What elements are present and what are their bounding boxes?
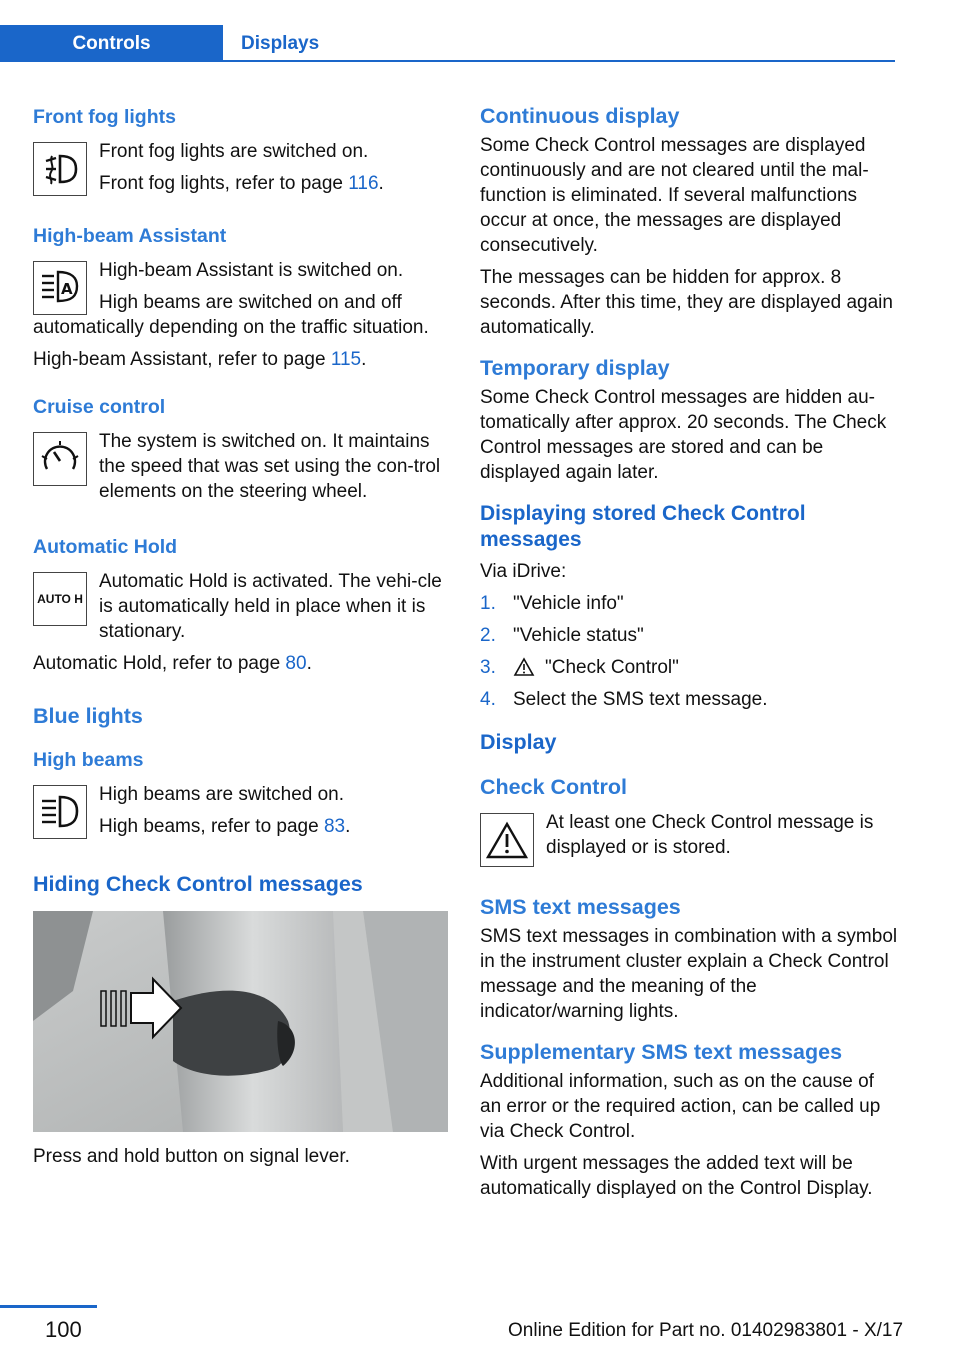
high-beams-heading: High beams — [33, 749, 144, 771]
auto-hold-icon-label: AUTO H — [37, 592, 83, 606]
autohold-ref — [33, 651, 448, 676]
hba-heading: High-beam Assistant — [33, 225, 227, 247]
hba-page-link[interactable]: 115 — [330, 349, 362, 370]
autohold-page-link[interactable]: 80 — [285, 653, 307, 674]
header-rule — [0, 60, 895, 62]
hb-ref-end: . — [345, 816, 351, 837]
high-beam-assistant-icon — [33, 261, 87, 315]
hba-block — [33, 258, 448, 347]
cruise-control-icon — [33, 432, 87, 486]
hba-ref-end: . — [361, 349, 367, 370]
display-heading: Display — [480, 730, 557, 754]
hb-ref-text: High beams, refer to page — [99, 816, 324, 837]
continuous-p1: Some Check Control messages are displayed continuously and are not cleared until the mal‐function is eliminated. If several malfunctions occur at once, the messages are displayed consecutively. — [480, 135, 869, 256]
sms-heading: SMS text messages — [480, 895, 681, 919]
hba-ref — [33, 347, 448, 372]
photo-caption: Press and hold button on signal lever. — [33, 1146, 350, 1167]
cruise-block — [33, 429, 448, 511]
high-beams-page-link[interactable]: 83 — [323, 816, 346, 837]
hiding-heading: Hiding Check Control messages — [33, 872, 363, 896]
fog-lights-heading: Front fog lights — [33, 106, 176, 128]
step-text: "Vehicle info" — [513, 593, 624, 614]
right-column — [480, 100, 900, 1208]
front-fog-light-icon — [33, 142, 87, 196]
hba-status: High-beam Assistant is switched on. — [99, 260, 404, 281]
cruise-heading: Cruise control — [33, 396, 166, 418]
continuous-p2: The messages can be hidden for approx. 8 seconds. After this time, they are displayed again automatically. — [480, 267, 893, 338]
tab-controls[interactable]: Controls — [0, 25, 223, 62]
stored-heading: Displaying stored Check Control messages — [480, 502, 806, 551]
tab-displays[interactable]: Displays — [241, 32, 320, 54]
check-control-warning-icon — [480, 813, 534, 867]
warning-triangle-icon — [513, 657, 535, 677]
fog-ref-text: Front fog lights, refer to page — [99, 173, 349, 194]
signal-lever-photo — [33, 911, 448, 1132]
temporary-p1: Some Check Control messages are hidden au‐tomatically after approx. 20 seconds. The Check Control messages are stored and can be displayed again later. — [480, 387, 887, 483]
fog-page-link[interactable]: 116 — [348, 173, 379, 194]
high-beam-icon — [33, 785, 87, 839]
high-beams-status: High beams are switched on. — [99, 784, 345, 805]
hba-description: High beams are switched on and off automatically depending on the traffic situation. — [33, 292, 429, 338]
step-text: "Vehicle status" — [513, 625, 644, 646]
list-item — [480, 687, 900, 712]
check-control-heading: Check Control — [480, 775, 627, 799]
fog-ref-end: . — [378, 173, 384, 194]
step-text: "Check Control" — [545, 657, 679, 678]
autohold-block — [33, 569, 448, 651]
step-number: 1. — [480, 593, 496, 614]
step-number: 3. — [480, 657, 496, 678]
check-control-text: At least one Check Control message is displayed or is stored. — [546, 812, 874, 858]
list-item — [480, 591, 900, 616]
supp-sms-heading: Supplementary SMS text messages — [480, 1040, 843, 1064]
stored-intro: Via iDrive: — [480, 561, 567, 582]
autohold-text: Automatic Hold is activated. The vehi‐cle is automatically held in place when it is stationary. — [99, 571, 442, 642]
check-control-block — [480, 810, 900, 867]
footer-rule — [0, 1305, 97, 1308]
left-column — [33, 100, 448, 1176]
fog-lights-ref — [99, 171, 448, 196]
auto-hold-icon — [33, 572, 87, 626]
step-number: 2. — [480, 625, 496, 646]
cruise-text: The system is switched on. It maintains the speed that was set using the con‐trol elements on the steering wheel. — [99, 431, 441, 502]
sms-p1: SMS text messages in combination with a symbol in the instrument cluster explain a Check Control message and the meaning of the indicator/warning lights. — [480, 926, 898, 1022]
step-number: 4. — [480, 689, 496, 710]
svg-text:A: A — [61, 280, 73, 298]
autohold-ref-text: Automatic Hold, refer to page — [33, 653, 286, 674]
stored-steps — [480, 591, 900, 712]
step-text: Select the SMS text message. — [513, 689, 768, 710]
high-beams-ref — [99, 814, 448, 839]
list-item — [480, 655, 900, 680]
fog-lights-status: Front fog lights are switched on. — [99, 141, 369, 162]
high-beams-block — [33, 782, 448, 846]
fog-lights-block — [33, 139, 448, 203]
supp-p2: With urgent messages the added text will be automatically displayed on the Control Display. — [480, 1153, 873, 1199]
list-item — [480, 623, 900, 648]
supp-p1: Additional information, such as on the cause of an error or the required action, can be called up via Check Control. — [480, 1071, 881, 1142]
autohold-ref-end: . — [306, 653, 312, 674]
hba-ref-text: High-beam Assistant, refer to page — [33, 349, 331, 370]
temporary-heading: Temporary display — [480, 356, 670, 380]
blue-lights-heading: Blue lights — [33, 704, 143, 728]
edition-note: Online Edition for Part no. 01402983801 - X/17 — [508, 1320, 904, 1341]
autohold-heading: Automatic Hold — [33, 536, 178, 558]
continuous-heading: Continuous display — [480, 104, 680, 128]
header-tabs — [0, 25, 319, 62]
page-number: 100 — [45, 1317, 82, 1342]
